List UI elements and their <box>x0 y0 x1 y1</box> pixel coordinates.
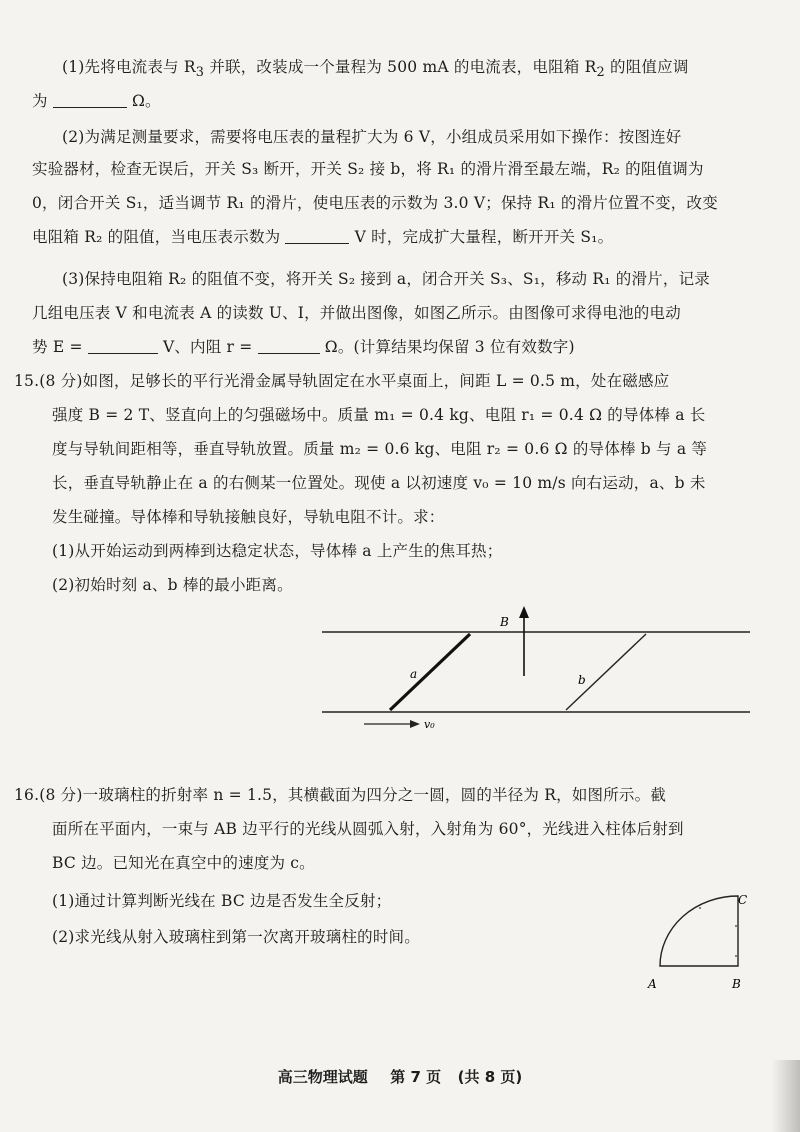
label-v0: v₀ <box>424 718 435 731</box>
q14-part3-line1: (3)保持电阻箱 R₂ 的阻值不变，将开关 S₂ 接到 a，闭合开关 S₃、S₁，移动 R₁ 的滑片，记录 <box>62 270 710 288</box>
q16-line2: 面所在平面内，一束与 AB 边平行的光线从圆弧入射，入射角为 60°，光线进入柱体后射到 <box>52 820 684 838</box>
q16-line3: BC 边。已知光在真空中的速度为 c。 <box>52 854 315 872</box>
rod-b <box>566 634 646 710</box>
quarter-circle-diagram <box>640 886 760 996</box>
text: Ω。(计算结果均保留 3 位有效数字) <box>324 338 575 356</box>
text: V、内阻 r = <box>162 338 253 356</box>
q16-subq1: (1)通过计算判断光线在 BC 边是否发生全反射； <box>52 892 392 910</box>
q15-line2: 强度 B = 2 T、竖直向上的匀强磁场中。质量 m₁ = 0.4 kg、电阻 r₁ = 0.4 Ω 的导体棒 a 长 <box>52 406 706 424</box>
q15-subq1: (1)从开始运动到两棒到达稳定状态，导体棒 a 上产生的焦耳热； <box>52 542 503 560</box>
velocity-arrow-head <box>410 720 420 728</box>
q14-part3-line2: 几组电压表 V 和电流表 A 的读数 U、I，并做出图像，如图乙所示。由图像可求得电池的电动 <box>32 304 681 322</box>
q15-subq2: (2)初始时刻 a、b 棒的最小距离。 <box>52 576 293 594</box>
answer-blank-voltage[interactable] <box>285 243 349 244</box>
q14-part1-line1 <box>62 56 689 84</box>
dot-mark <box>735 955 737 957</box>
q14-part2-line2: 实验器材，检查无误后，开关 S₃ 断开，开关 S₂ 接 b，将 R₁ 的滑片滑至最左端，R₂ 的阻值调为 <box>32 160 704 178</box>
answer-blank-resistance[interactable] <box>258 353 320 354</box>
q15-line4: 长，垂直导轨静止在 a 的右侧某一位置处。现使 a 以初速度 v₀ = 10 m/s 向右运动，a、b 未 <box>52 474 706 492</box>
q14-part2-line4 <box>32 226 613 248</box>
q16-line1: 16.(8 分)一玻璃柱的折射率 n = 1.5，其横截面为四分之一圆，圆的半径为 R，如图所示。截 <box>14 786 667 804</box>
subscript: 2 <box>596 65 605 81</box>
q14-part1-line2 <box>32 90 161 112</box>
label-B: B <box>732 977 741 991</box>
rod-a <box>390 634 470 710</box>
q15-line3: 度与导轨间距相等，垂直导轨放置。质量 m₂ = 0.6 kg、电阻 r₂ = 0.6 Ω 的导体棒 b 与 a 等 <box>52 440 708 458</box>
text: 为 <box>32 92 48 110</box>
text: 电阻箱 R₂ 的阻值，当电压表示数为 <box>32 228 281 246</box>
footer-total: (共 8 页) <box>457 1068 523 1086</box>
label-C: C <box>738 893 748 907</box>
q14-part2-line1: (2)为满足测量要求，需要将电压表的量程扩大为 6 V，小组成员采用如下操作：按图连好 <box>62 128 682 146</box>
q14-part3-line3 <box>32 336 575 358</box>
footer-page: 第 7 页 <box>390 1068 442 1086</box>
text: Ω。 <box>131 92 161 110</box>
scan-edge-shadow <box>772 1060 800 1132</box>
dot-mark <box>735 925 737 927</box>
text: (1)先将电流表与 R <box>62 58 196 76</box>
label-a: a <box>410 667 418 681</box>
rails-diagram <box>320 604 760 734</box>
footer-title: 高三物理试题 <box>277 1068 368 1086</box>
q14-part2-line3: 0，闭合开关 S₁，适当调节 R₁ 的滑片，使电压表的示数为 3.0 V；保持 R₁ 的滑片位置不变，改变 <box>32 194 718 212</box>
field-arrow-head <box>519 606 529 618</box>
q16-subq2: (2)求光线从射入玻璃柱到第一次离开玻璃柱的时间。 <box>52 928 420 946</box>
dot-mark <box>699 907 701 909</box>
q15-line5: 发生碰撞。导体棒和导轨接触良好，导轨电阻不计。求： <box>52 508 445 526</box>
label-B: B <box>500 615 509 629</box>
answer-blank-emf[interactable] <box>88 353 158 354</box>
subscript: 3 <box>195 65 205 81</box>
quarter-circle-outline <box>660 896 738 966</box>
label-A: A <box>648 977 657 991</box>
q15-line1: 15.(8 分)如图，足够长的平行光滑金属导轨固定在水平桌面上，间距 L = 0.5 m，处在磁感应 <box>14 372 670 390</box>
text: 并联，改装成一个量程为 500 mA 的电流表，电阻箱 R <box>204 58 597 76</box>
text: 势 E = <box>32 338 83 356</box>
text: 的阻值应调 <box>604 58 689 76</box>
answer-blank-r2[interactable] <box>53 107 127 108</box>
text: V 时，完成扩大量程，断开开关 S₁。 <box>354 228 614 246</box>
label-b: b <box>578 673 586 687</box>
page-footer <box>0 1066 800 1087</box>
